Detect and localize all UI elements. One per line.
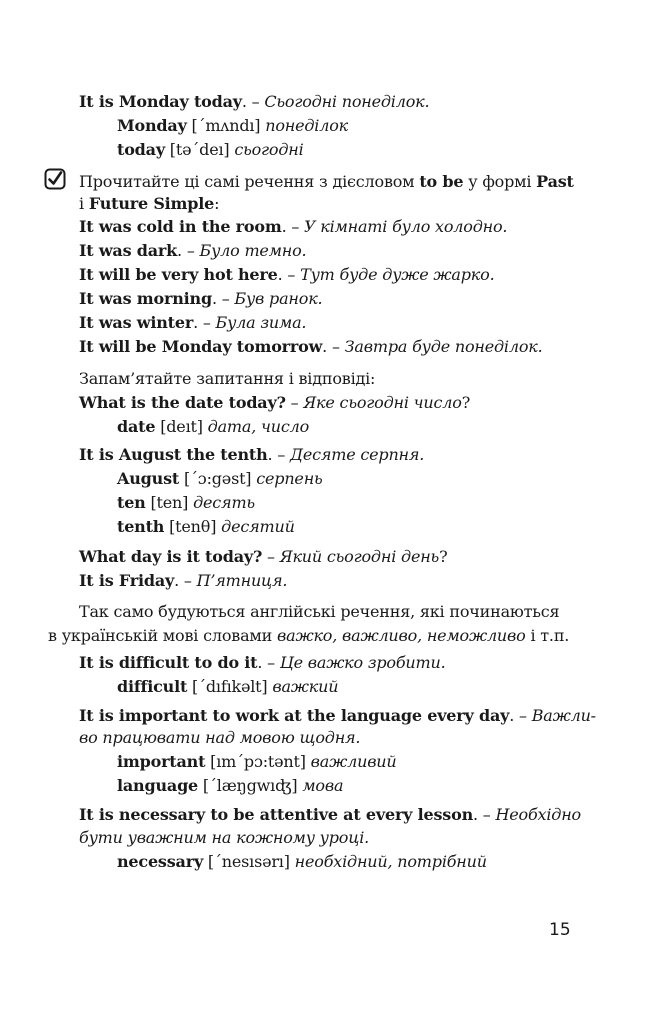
plain-text: і т.п. bbox=[525, 626, 570, 645]
text-line bbox=[79, 805, 581, 825]
plain-text: [΄ɔ:gəst] bbox=[179, 469, 257, 488]
plain-text: . – bbox=[241, 92, 265, 111]
translation-text: серпень bbox=[256, 469, 323, 488]
plain-text: [ten] bbox=[145, 493, 194, 512]
plain-text: . – bbox=[322, 337, 345, 356]
translation-text: мова bbox=[302, 776, 344, 795]
plain-text: . – bbox=[277, 265, 301, 284]
text-line bbox=[117, 116, 348, 136]
plain-text: ? bbox=[439, 547, 448, 566]
plain-text: – bbox=[285, 393, 304, 412]
english-text: ten bbox=[117, 493, 146, 512]
translation-text: дата, число bbox=[207, 417, 310, 436]
page-number: 15 bbox=[549, 920, 571, 940]
english-text: August bbox=[117, 469, 180, 488]
plain-text: [deıt] bbox=[155, 417, 208, 436]
text-line bbox=[117, 752, 397, 772]
plain-text: [ım΄pɔ:tənt] bbox=[205, 752, 311, 771]
translation-text: бути уважним на кожному уроці. bbox=[79, 828, 369, 847]
english-text: It was winter bbox=[79, 313, 194, 332]
checkbox-checked-icon bbox=[44, 168, 66, 190]
english-text: It will be very hot here bbox=[79, 265, 278, 284]
english-text: It was morning bbox=[79, 289, 212, 308]
english-text: to be bbox=[419, 172, 464, 191]
english-text: It is necessary to be attentive at every lesson bbox=[79, 805, 474, 824]
translation-text: Це важко зробити. bbox=[279, 653, 446, 672]
english-text: It was cold in the room bbox=[79, 217, 282, 236]
text-line bbox=[79, 571, 287, 591]
english-text: It is Friday bbox=[79, 571, 175, 590]
plain-text: в українській мові словами bbox=[48, 626, 277, 645]
text-line bbox=[79, 728, 360, 748]
english-text: difficult bbox=[117, 677, 188, 696]
translation-text: Який сьогодні день bbox=[279, 547, 440, 566]
plain-text: і bbox=[79, 194, 89, 213]
text-line bbox=[79, 445, 424, 465]
translation-text: Була зима. bbox=[215, 313, 307, 332]
text-line bbox=[79, 194, 219, 214]
english-text: It will be Monday tomorrow bbox=[79, 337, 323, 356]
translation-text: П’ятниця. bbox=[196, 571, 288, 590]
text-line bbox=[48, 626, 569, 646]
text-line bbox=[79, 217, 507, 237]
text-line bbox=[117, 469, 323, 489]
text-line bbox=[79, 92, 429, 112]
text-line bbox=[117, 517, 295, 537]
translation-text: десятий bbox=[221, 517, 295, 536]
plain-text: Так само будуються англійські речення, які починаються bbox=[79, 602, 560, 621]
text-line bbox=[79, 653, 445, 673]
plain-text: . – bbox=[211, 289, 235, 308]
plain-text: [΄mʌndı] bbox=[186, 116, 266, 135]
plain-text: . – bbox=[257, 653, 280, 672]
english-text: necessary bbox=[117, 852, 204, 871]
text-line bbox=[79, 393, 470, 413]
plain-text: – bbox=[262, 547, 280, 566]
english-text: It was dark bbox=[79, 241, 178, 260]
english-text: It is difficult to do it bbox=[79, 653, 258, 672]
text-line bbox=[79, 289, 322, 309]
english-text: Future Simple bbox=[88, 194, 215, 213]
text-line bbox=[79, 602, 559, 622]
english-text: date bbox=[117, 417, 156, 436]
translation-text: десять bbox=[193, 493, 255, 512]
english-text: tenth bbox=[117, 517, 165, 536]
plain-text: . – bbox=[509, 706, 532, 725]
english-text: It is Monday today bbox=[79, 92, 242, 111]
plain-text: [tenθ] bbox=[164, 517, 222, 536]
translation-text: сьогодні bbox=[234, 140, 304, 159]
plain-text: . – bbox=[174, 571, 197, 590]
plain-text: . – bbox=[281, 217, 305, 236]
translation-text: Був ранок. bbox=[234, 289, 323, 308]
text-line bbox=[79, 241, 306, 261]
translation-text: Необхідно bbox=[495, 805, 581, 824]
translation-text: У кімнаті було холодно. bbox=[304, 217, 508, 236]
plain-text: у формі bbox=[463, 172, 537, 191]
translation-text: важливий bbox=[310, 752, 397, 771]
plain-text: . – bbox=[177, 241, 200, 260]
translation-text: Сьогодні понеділок. bbox=[264, 92, 430, 111]
plain-text: : bbox=[214, 194, 220, 213]
text-line bbox=[117, 776, 343, 796]
plain-text: [tə΄deı] bbox=[164, 140, 235, 159]
english-text: important bbox=[117, 752, 206, 771]
translation-text: Десяте серпня. bbox=[290, 445, 425, 464]
text-line bbox=[79, 369, 375, 389]
text-line bbox=[117, 417, 309, 437]
translation-text: во працювати над мовою щодня. bbox=[79, 728, 361, 747]
text-line bbox=[117, 852, 487, 872]
text-line bbox=[79, 547, 447, 567]
english-text: Past bbox=[536, 172, 574, 191]
text-line bbox=[117, 677, 338, 697]
plain-text: Запам’ятайте запитання і відповіді: bbox=[79, 369, 376, 388]
text-line bbox=[117, 140, 304, 160]
translation-text: Завтра буде понеділок. bbox=[344, 337, 543, 356]
english-text: Monday bbox=[117, 116, 187, 135]
plain-text: . – bbox=[473, 805, 496, 824]
plain-text: . – bbox=[267, 445, 291, 464]
text-line bbox=[117, 493, 255, 513]
text-line bbox=[79, 828, 369, 848]
english-text: language bbox=[117, 776, 199, 795]
plain-text: . – bbox=[193, 313, 216, 332]
translation-text: Тут буде дуже жарко. bbox=[300, 265, 495, 284]
translation-text: необхідний, потрібний bbox=[294, 852, 487, 871]
english-text: What is the date today? bbox=[79, 393, 286, 412]
english-text: today bbox=[117, 140, 165, 159]
plain-text: [΄dıfıkəlt] bbox=[187, 677, 273, 696]
translation-text: Важли- bbox=[531, 706, 596, 725]
translation-text: понеділок bbox=[265, 116, 348, 135]
text-line bbox=[79, 172, 574, 192]
english-text: It is important to work at the language every day bbox=[79, 706, 510, 725]
translation-text: важкий bbox=[272, 677, 339, 696]
plain-text: ? bbox=[461, 393, 471, 412]
plain-text: Прочитайте ці самі речення з дієсловом bbox=[79, 172, 420, 191]
translation-text: Яке сьогодні число bbox=[303, 393, 462, 412]
translation-text: важко, важливо, неможливо bbox=[277, 626, 526, 645]
text-line bbox=[79, 265, 494, 285]
english-text: It is August the tenth bbox=[79, 445, 268, 464]
plain-text: [΄læŋgwıʤ] bbox=[198, 776, 303, 795]
text-line bbox=[79, 337, 543, 357]
translation-text: Було темно. bbox=[199, 241, 307, 260]
english-text: What day is it today? bbox=[79, 547, 263, 566]
plain-text: [΄nesısərı] bbox=[203, 852, 295, 871]
text-line bbox=[79, 706, 596, 726]
text-line bbox=[79, 313, 306, 333]
